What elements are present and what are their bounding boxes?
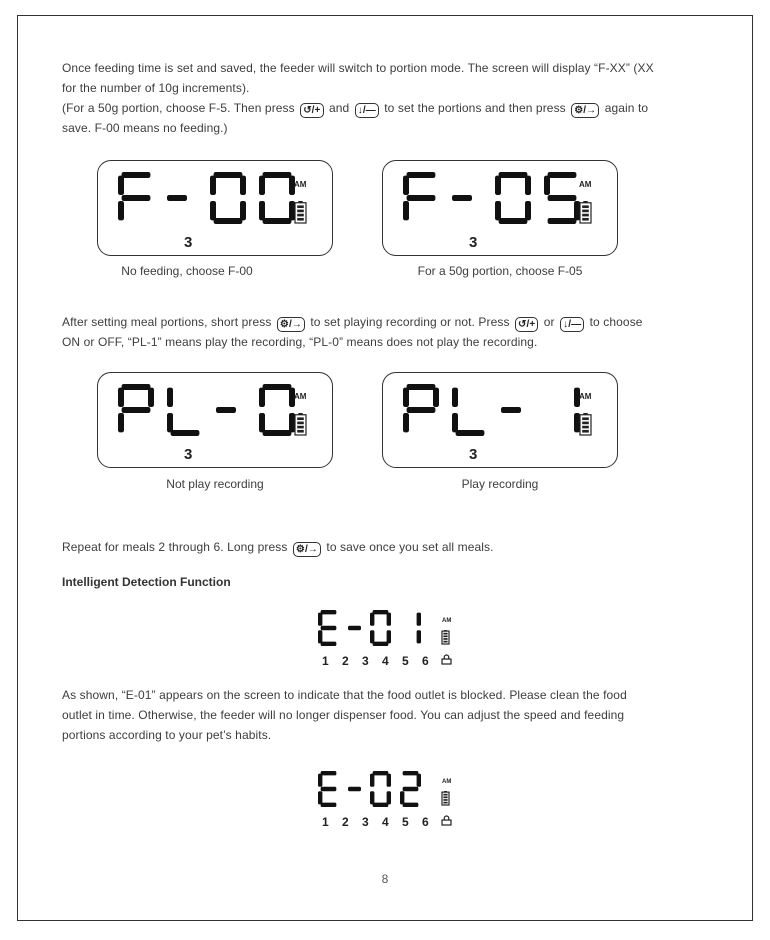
- lcd-segment: [452, 413, 458, 432]
- lcd-segment: [118, 413, 124, 432]
- lcd-segment: [407, 195, 436, 201]
- text-line: save. F-00 means no feeding.): [62, 121, 228, 135]
- lcd-segment: [318, 774, 322, 787]
- set-key-icon: ⚙/→: [277, 317, 305, 332]
- meal-indicator: 4: [382, 815, 389, 829]
- paragraph-portion-mode: [62, 58, 712, 138]
- lcd-segment: [574, 413, 580, 432]
- lcd-f05-graphic: [383, 161, 616, 254]
- meal-indicator: 3: [362, 815, 369, 829]
- lcd-segment: [373, 771, 389, 775]
- lcd-segment: [122, 384, 151, 390]
- set-key-icon: ⚙/→: [293, 542, 321, 557]
- meal-indicator: 3: [362, 654, 369, 668]
- am-indicator: AM: [579, 180, 592, 189]
- text-line: portions according to your pet’s habits.: [62, 728, 272, 742]
- lcd-segment: [387, 774, 391, 787]
- lcd-segment: [495, 201, 501, 220]
- lcd-segment: [321, 771, 337, 775]
- text-line: for the number of 10g increments).: [62, 81, 250, 95]
- lcd-segment: [263, 430, 292, 436]
- lcd-segment: [499, 218, 528, 224]
- lcd-segment: [407, 172, 436, 178]
- lcd-segment: [417, 774, 421, 787]
- am-indicator: AM: [442, 779, 452, 785]
- lcd-segment: [370, 791, 374, 804]
- lcd-segment: [167, 413, 173, 432]
- lcd-segment: [400, 791, 404, 804]
- lcd-segment: [387, 791, 391, 804]
- lcd-dash: [501, 407, 521, 413]
- battery-icon: [295, 413, 306, 435]
- battery-icon: [580, 413, 591, 435]
- lcd-segment: [525, 176, 531, 195]
- up-plus-key-icon: ↺/+: [300, 103, 323, 118]
- meal-indicator: 2: [342, 654, 349, 668]
- lcd-segment: [240, 201, 246, 220]
- lcd-segment: [403, 176, 409, 195]
- lcd-segment: [148, 388, 154, 407]
- lcd-segment: [544, 176, 550, 195]
- lcd-display-pl1: [382, 372, 618, 468]
- meal-indicator: 1: [322, 654, 329, 668]
- lcd-segment: [321, 642, 337, 646]
- lcd-segment: [417, 613, 421, 626]
- text-fragment: again to: [604, 101, 649, 115]
- text-line: Once feeding time is set and saved, the feeder will switch to portion mode. The screen will display “F-XX” (XX: [62, 61, 654, 75]
- lcd-segment: [373, 642, 389, 646]
- lcd-segment: [259, 201, 265, 220]
- meal-indicator: 6: [422, 815, 429, 829]
- lcd-dash: [167, 195, 187, 201]
- text-fragment: to save once you set all meals.: [326, 540, 494, 554]
- lcd-e02-graphic: [314, 765, 464, 833]
- lcd-segment: [387, 630, 391, 643]
- lcd-segment: [122, 195, 151, 201]
- lcd-segment: [122, 407, 151, 413]
- paragraph-e01-explanation: [62, 685, 712, 745]
- lcd-segment: [403, 413, 409, 432]
- lcd-f00-graphic: [98, 161, 331, 254]
- text-fragment: and: [328, 101, 350, 115]
- text-line: As shown, “E-01” appears on the screen to indicate that the food outlet is blocked. Please clean the food: [62, 688, 627, 702]
- lcd-segment: [403, 388, 409, 407]
- lcd-segment: [403, 787, 419, 791]
- lcd-segment: [167, 388, 173, 407]
- lcd-segment: [495, 176, 501, 195]
- lcd-display-e01: [314, 604, 464, 672]
- text-line: ON or OFF, “PL-1” means play the recording, “PL-0” means does not play the recording.: [62, 335, 538, 349]
- lcd-e01-graphic: [314, 604, 464, 672]
- battery-icon: [442, 630, 449, 644]
- lcd-segment: [370, 613, 374, 626]
- lcd-dash: [216, 407, 236, 413]
- lcd-segment: [210, 201, 216, 220]
- lcd-segment: [370, 774, 374, 787]
- lock-icon: [442, 655, 451, 664]
- lcd-segment: [574, 201, 580, 220]
- lcd-segment: [214, 172, 243, 178]
- lcd-segment: [525, 201, 531, 220]
- am-indicator: AM: [294, 392, 307, 401]
- lcd-segment: [456, 430, 485, 436]
- meal-indicator: 6: [422, 654, 429, 668]
- meal-number: 3: [184, 446, 193, 463]
- meal-indicator: 5: [402, 654, 409, 668]
- lcd-pl0-graphic: [98, 373, 331, 466]
- lcd-segment: [433, 388, 439, 407]
- battery-icon: [295, 201, 306, 223]
- section-heading: Intelligent Detection Function: [62, 575, 231, 589]
- lcd-segment: [407, 384, 436, 390]
- lock-icon: [442, 816, 451, 825]
- lcd-segment: [259, 388, 265, 407]
- lcd-segment: [417, 630, 421, 643]
- lcd-segment: [259, 176, 265, 195]
- lcd-pl1-graphic: [383, 373, 616, 466]
- text-fragment: to set the portions and then press: [384, 101, 566, 115]
- lcd-segment: [122, 172, 151, 178]
- caption-pl0: Not play recording: [166, 477, 264, 491]
- lcd-segment: [289, 413, 295, 432]
- lcd-display-pl0: [97, 372, 333, 468]
- lcd-segment: [263, 172, 292, 178]
- lcd-segment: [240, 176, 246, 195]
- am-indicator: AM: [294, 180, 307, 189]
- lcd-segment: [403, 771, 419, 775]
- lcd-segment: [263, 218, 292, 224]
- lcd-segment: [321, 626, 337, 630]
- lcd-segment: [318, 791, 322, 804]
- lcd-segment: [321, 787, 337, 791]
- lcd-segment: [548, 172, 577, 178]
- lcd-segment: [118, 176, 124, 195]
- text-fragment: to choose: [589, 315, 643, 329]
- lcd-segment: [289, 201, 295, 220]
- text-fragment: After setting meal portions, short press: [62, 315, 272, 329]
- lcd-segment: [214, 218, 243, 224]
- lcd-display-f05: [382, 160, 618, 256]
- lcd-dash: [348, 787, 361, 791]
- down-minus-key-icon: ↓/—: [560, 317, 584, 332]
- meal-number: 3: [469, 446, 478, 463]
- paragraph-recording: [62, 312, 712, 352]
- lcd-segment: [373, 610, 389, 614]
- lcd-segment: [210, 176, 216, 195]
- lcd-segment: [263, 384, 292, 390]
- battery-icon: [580, 201, 591, 223]
- lcd-segment: [370, 630, 374, 643]
- lcd-segment: [548, 195, 577, 201]
- lcd-display-e02: [314, 765, 464, 833]
- lcd-segment: [321, 803, 337, 807]
- meal-indicator: 5: [402, 815, 409, 829]
- lcd-segment: [403, 803, 419, 807]
- meal-number: 3: [469, 234, 478, 251]
- lcd-segment: [259, 413, 265, 432]
- lcd-segment: [499, 172, 528, 178]
- text-fragment: to set playing recording or not. Press: [310, 315, 510, 329]
- caption-f00: No feeding, choose F-00: [121, 264, 253, 278]
- caption-f05: For a 50g portion, choose F-05: [417, 264, 583, 278]
- page-number: 8: [381, 872, 389, 886]
- lcd-segment: [373, 803, 389, 807]
- up-plus-key-icon: ↺/+: [515, 317, 538, 332]
- meal-indicator: 4: [382, 654, 389, 668]
- set-key-icon: ⚙/→: [571, 103, 599, 118]
- text-line: outlet in time. Otherwise, the feeder will no longer dispenser food. You can adjust the speed and feeding: [62, 708, 625, 722]
- lcd-segment: [118, 201, 124, 220]
- paragraph-repeat-meals: [62, 537, 712, 557]
- lcd-segment: [321, 610, 337, 614]
- caption-pl1: Play recording: [461, 477, 539, 491]
- lcd-dash: [348, 626, 361, 630]
- lcd-segment: [318, 630, 322, 643]
- lcd-segment: [387, 613, 391, 626]
- text-fragment: Repeat for meals 2 through 6. Long press: [62, 540, 288, 554]
- text-fragment: or: [543, 315, 555, 329]
- am-indicator: AM: [579, 392, 592, 401]
- battery-icon: [442, 791, 449, 805]
- meal-indicator: 2: [342, 815, 349, 829]
- lcd-dash: [452, 195, 472, 201]
- down-minus-key-icon: ↓/—: [355, 103, 379, 118]
- text-fragment: (For a 50g portion, choose F-5. Then press: [62, 101, 295, 115]
- lcd-segment: [118, 388, 124, 407]
- lcd-segment: [403, 201, 409, 220]
- lcd-segment: [452, 388, 458, 407]
- meal-indicator: 1: [322, 815, 329, 829]
- lcd-segment: [407, 407, 436, 413]
- meal-number: 3: [184, 234, 193, 251]
- lcd-segment: [548, 218, 577, 224]
- lcd-display-f00: [97, 160, 333, 256]
- am-indicator: AM: [442, 618, 452, 624]
- lcd-segment: [171, 430, 200, 436]
- lcd-segment: [318, 613, 322, 626]
